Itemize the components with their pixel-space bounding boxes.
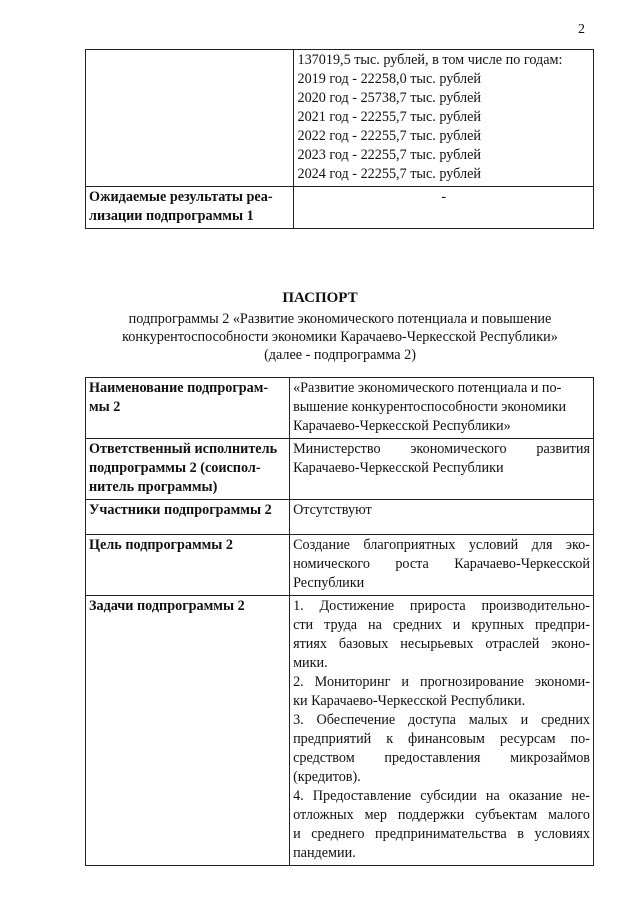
funding-label-cell: [86, 50, 294, 187]
funding-row: [86, 50, 594, 187]
funding-line: 2024 год - 22255,7 тыс. рублей: [297, 166, 482, 182]
funding-line: 2023 год - 22255,7 тыс. рублей: [297, 147, 482, 163]
row-label-tasks: Задачи подпрограммы 2: [86, 596, 290, 866]
row-label-goal: Цель подпрограммы 2: [86, 535, 290, 596]
funding-line: 2021 год - 22255,7 тыс. рублей: [297, 109, 482, 125]
expected-results-value: -: [294, 187, 594, 229]
expected-results-row: [86, 187, 594, 229]
row-label-executor: Ответственный исполнитель подпрограммы 2 (соиспол- нитель программы): [86, 439, 290, 500]
page-number: 2: [578, 22, 585, 37]
table-row: [86, 500, 594, 535]
funding-line: 2022 год - 22255,7 тыс. рублей: [297, 128, 482, 144]
row-label-name: Наименование подпрограм- мы 2: [86, 378, 290, 439]
table-row: [86, 378, 594, 439]
table-row: [86, 439, 594, 500]
row-value-goal: Создание благоприятных условий для эко- номического роста Карачаево-Черкесской Республики: [290, 535, 594, 596]
passport-table: [85, 377, 594, 866]
passport-subtitle: подпрограммы 2 «Развитие экономического потенциала и повышение конкурентоспособности экономики Карачаево-Черкесской Республики» (далее - подпрограмма 2): [122, 311, 558, 363]
table-row: [86, 596, 594, 866]
row-label-participants: Участники подпрограммы 2: [86, 500, 290, 535]
row-value-participants: Отсутствуют: [290, 500, 594, 535]
funding-table: [85, 49, 594, 229]
funding-value-cell: [294, 50, 594, 187]
funding-line: 2019 год - 22258,0 тыс. рублей: [297, 71, 482, 87]
row-value-name: «Развитие экономического потенциала и по- вышение конкурентоспособности экономики Карачаево-Черкесской Республики»: [290, 378, 594, 439]
table-row: [86, 535, 594, 596]
row-value-tasks: 1. Достижение прироста производительно- сти труда на средних и крупных предпри- ятиях базовых несырьевых отраслей эконо- мики. 2. Мониторинг и прогнозирование экономи- ки Карачаево-Черкесской Республики. 3. Обеспечение доступа малых и средних предприятий к финансовым ресурсам по- средством предоставления микрозаймов (кредитов). 4. Предоставление субсидии на оказание не- отложных мер поддержки субъектам малого и среднего предпринимательства в условиях пандемии.: [290, 596, 594, 866]
passport-title: ПАСПОРТ: [282, 290, 358, 306]
funding-line: 137019,5 тыс. рублей, в том числе по годам:: [297, 52, 563, 68]
expected-results-label: Ожидаемые результаты реа- лизации подпрограммы 1: [86, 187, 294, 229]
row-value-executor: Министерство экономического развития Карачаево-Черкесской Республики: [290, 439, 594, 500]
funding-line: 2020 год - 25738,7 тыс. рублей: [297, 90, 482, 106]
